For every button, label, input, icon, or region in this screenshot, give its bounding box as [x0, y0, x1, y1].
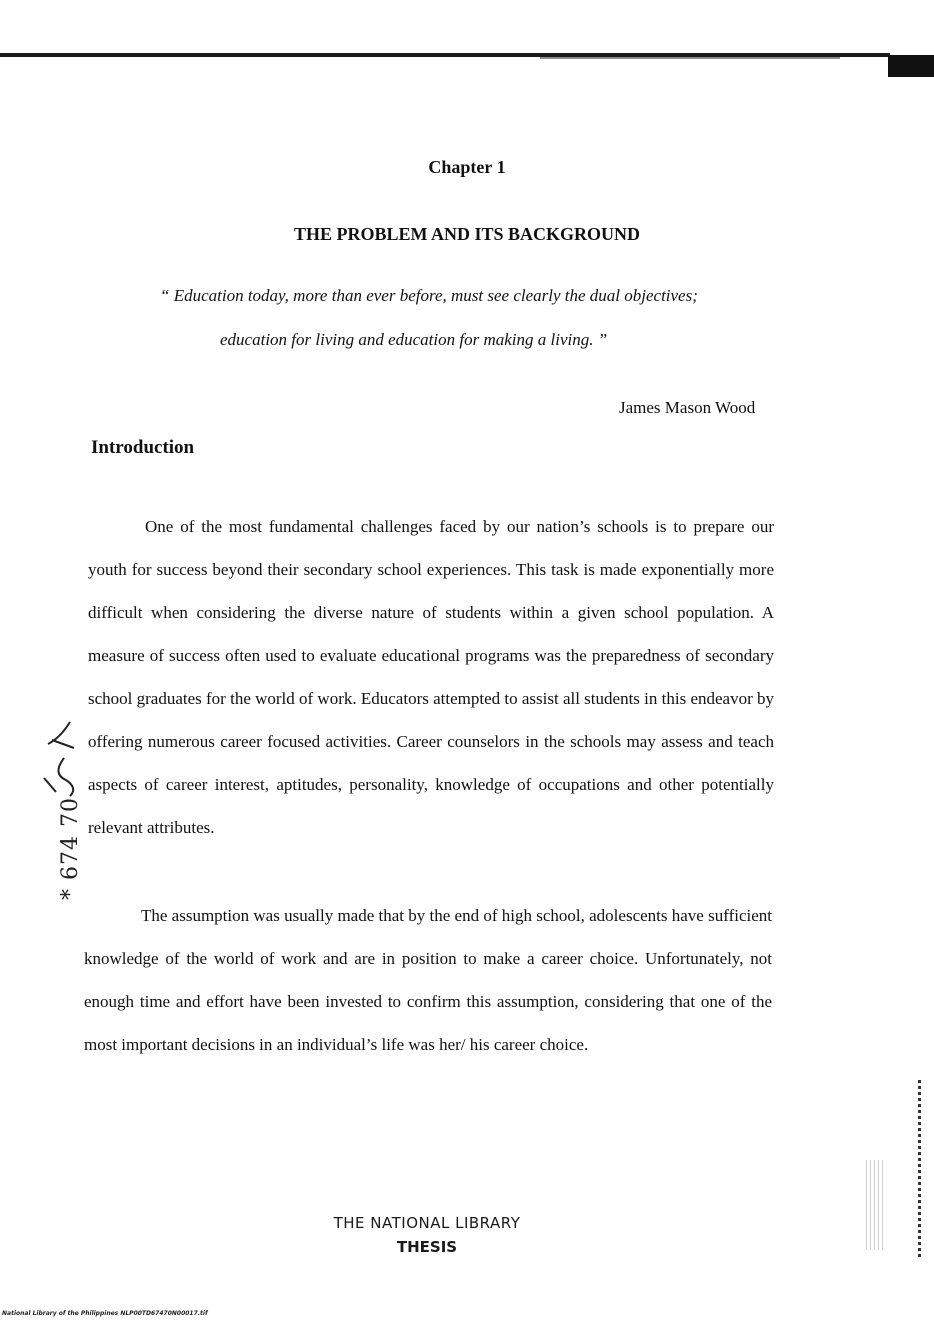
section-heading: Introduction: [91, 437, 195, 458]
margin-accession-number: * 674 70: [58, 797, 83, 900]
scan-edge-noise: [866, 1160, 884, 1250]
chapter-title: THE PROBLEM AND ITS BACKGROUND: [293, 224, 641, 244]
chapter-label: Chapter 1: [428, 157, 506, 177]
paragraph: The assumption was usually made that by the end of high school, adolescents have sufficient knowledge of the world of work and are in position to make a career choice. Unfortunately, not enough time and effort have been invested to confirm this assumption, considering that one of the most important decisions in an individual’s life was her/ his career choice.: [84, 906, 772, 1054]
paragraph: One of the most fundamental challenges faced by our nation’s schools is to prepare our youth for success beyond their secondary school experiences. This task is made exponentially more difficult when considering the diverse nature of students within a given school population. A measure of success often used to evaluate educational programs was the preparedness of secondary school graduates for the world of work. Educators attempted to assist all students in this endeavor by offering numerous career focused activities. Career counselors in the schools may assess and teach aspects of career interest, aptitudes, personality, knowledge of occupations and other potentially relevant attributes.: [88, 517, 774, 837]
library-stamp-line-1: THE NATIONAL LIBRARY: [333, 1214, 521, 1232]
epigraph-line-2: education for living and education for making a living. ”: [220, 330, 608, 349]
scan-edge-speckle: [918, 1080, 921, 1260]
library-stamp-line-2: THESIS: [396, 1238, 458, 1256]
epigraph-line-1: “ Education today, more than ever before, must see clearly the dual objectives;: [160, 286, 698, 305]
epigraph-author: James Mason Wood: [619, 398, 756, 417]
handwritten-flourish: [30, 718, 90, 798]
scan-corner-mark: [888, 55, 934, 77]
scan-footer: National Library of the Philippines NLP00TD67470N00017.tif: [2, 1310, 208, 1317]
scan-edge-rule-thin: [540, 57, 840, 59]
